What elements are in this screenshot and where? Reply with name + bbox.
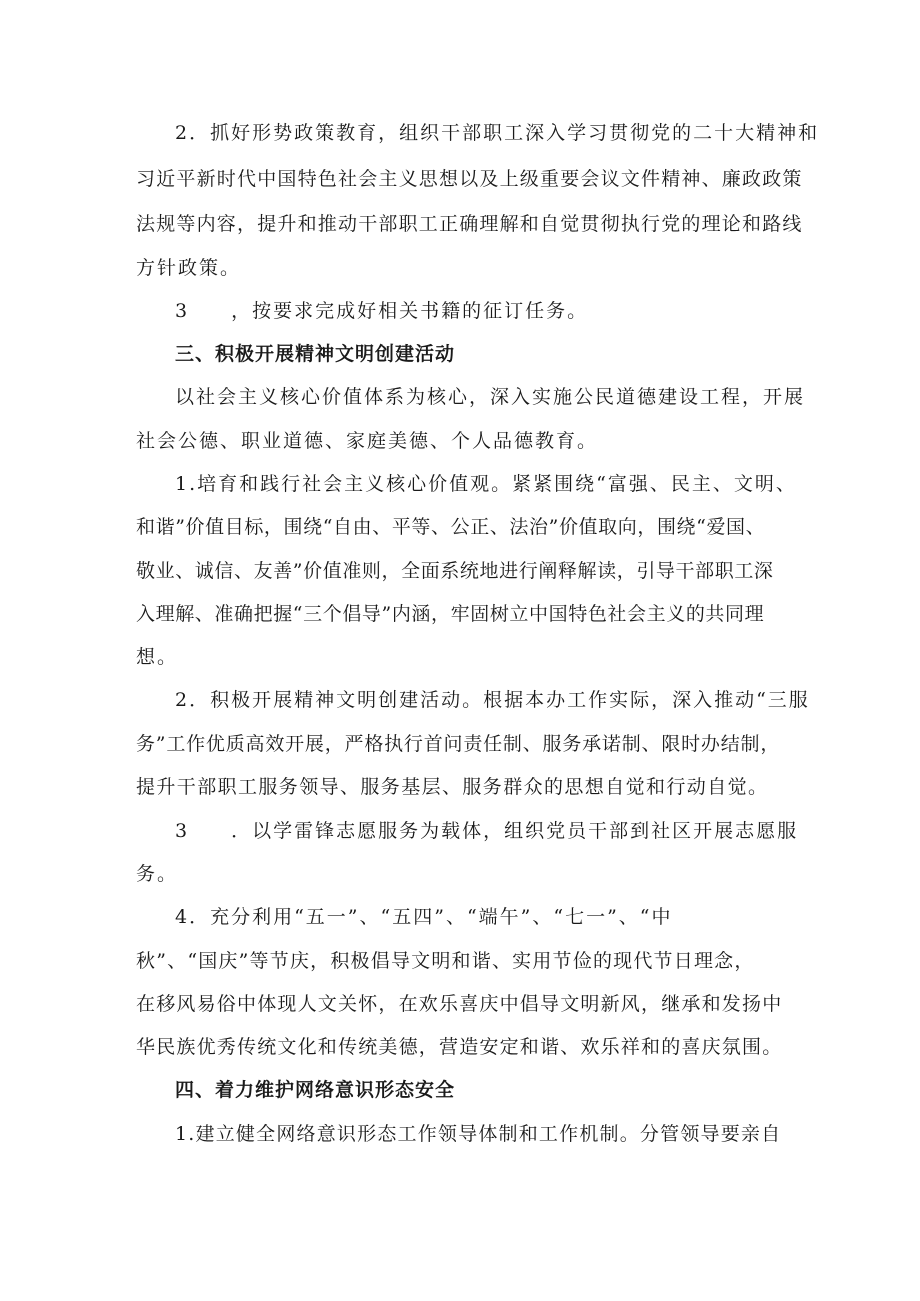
paragraph-line: 社会公德、职业道德、家庭美德、个人品德教育。 — [136, 430, 599, 452]
paragraph-line: 和谐”价值目标，围绕“自由、平等、公正、法治”价值取向，围绕“爱国、 — [136, 516, 766, 538]
paragraph-line: 务”工作优质高效开展，严格执行首问责任制、服务承诺制、限时办结制， — [136, 733, 781, 755]
paragraph-line: 2．抓好形势政策教育，组织干部职工深入学习贯彻党的二十大精神和 — [175, 122, 820, 144]
paragraph-line: 华民族优秀传统文化和传统美德，营造安定和谐、欢乐祥和的喜庆氛围。 — [136, 1036, 783, 1058]
paragraph-line: 以社会主义核心价值体系为核心，深入实施公民道德建设工程，开展 — [175, 386, 806, 408]
paragraph-line: 在移风易俗中体现人文关怀，在欢乐喜庆中倡导文明新风，继承和发扬中 — [136, 993, 783, 1015]
paragraph-line: 提升干部职工服务领导、服务基层、服务群众的思想自觉和行动自觉。 — [136, 776, 769, 798]
paragraph-line: 敬业、诚信、友善”价值准则，全面系统地进行阐释解读，引导干部职工深 — [136, 560, 774, 582]
section-heading: 三、积极开展精神文明创建活动 — [175, 343, 456, 365]
paragraph-line: 1.培育和践行社会主义核心价值观。紧紧围绕“富强、民主、文明、 — [175, 473, 797, 495]
paragraph-line: 秋”、“国庆”等节庆，积极倡导文明和谐、实用节俭的现代节日理念， — [136, 950, 755, 972]
section-heading: 四、着力维护网络意识形态安全 — [175, 1079, 456, 1101]
paragraph-line: 4．充分利用“五一”、“五四”、“端午”、“七一”、“中 — [175, 906, 673, 928]
paragraph-line: 3 ，按要求完成好相关书籍的征订任务。 — [175, 300, 589, 322]
paragraph-line: 习近平新时代中国特色社会主义思想以及上级重要会议文件精神、廉政政策 — [136, 168, 803, 190]
paragraph-line: 想。 — [136, 646, 179, 668]
paragraph-line: 入理解、准确把握“三个倡导”内涵，牢固树立中国特色社会主义的共同理 — [136, 603, 765, 625]
paragraph-line: 2．积极开展精神文明创建活动。根据本办工作实际，深入推动“三服 — [175, 689, 810, 711]
paragraph-line: 务。 — [136, 863, 179, 885]
paragraph-line: 3 ．以学雷锋志愿服务为载体，组织党员干部到社区开展志愿服 — [175, 820, 799, 842]
paragraph-line: 1.建立健全网络意识形态工作领导体制和工作机制。分管领导要亲自 — [175, 1123, 782, 1145]
paragraph-line: 法规等内容，提升和推动干部职工正确理解和自觉贯彻执行党的理论和路线 — [136, 213, 803, 235]
paragraph-line: 方针政策。 — [136, 257, 242, 279]
